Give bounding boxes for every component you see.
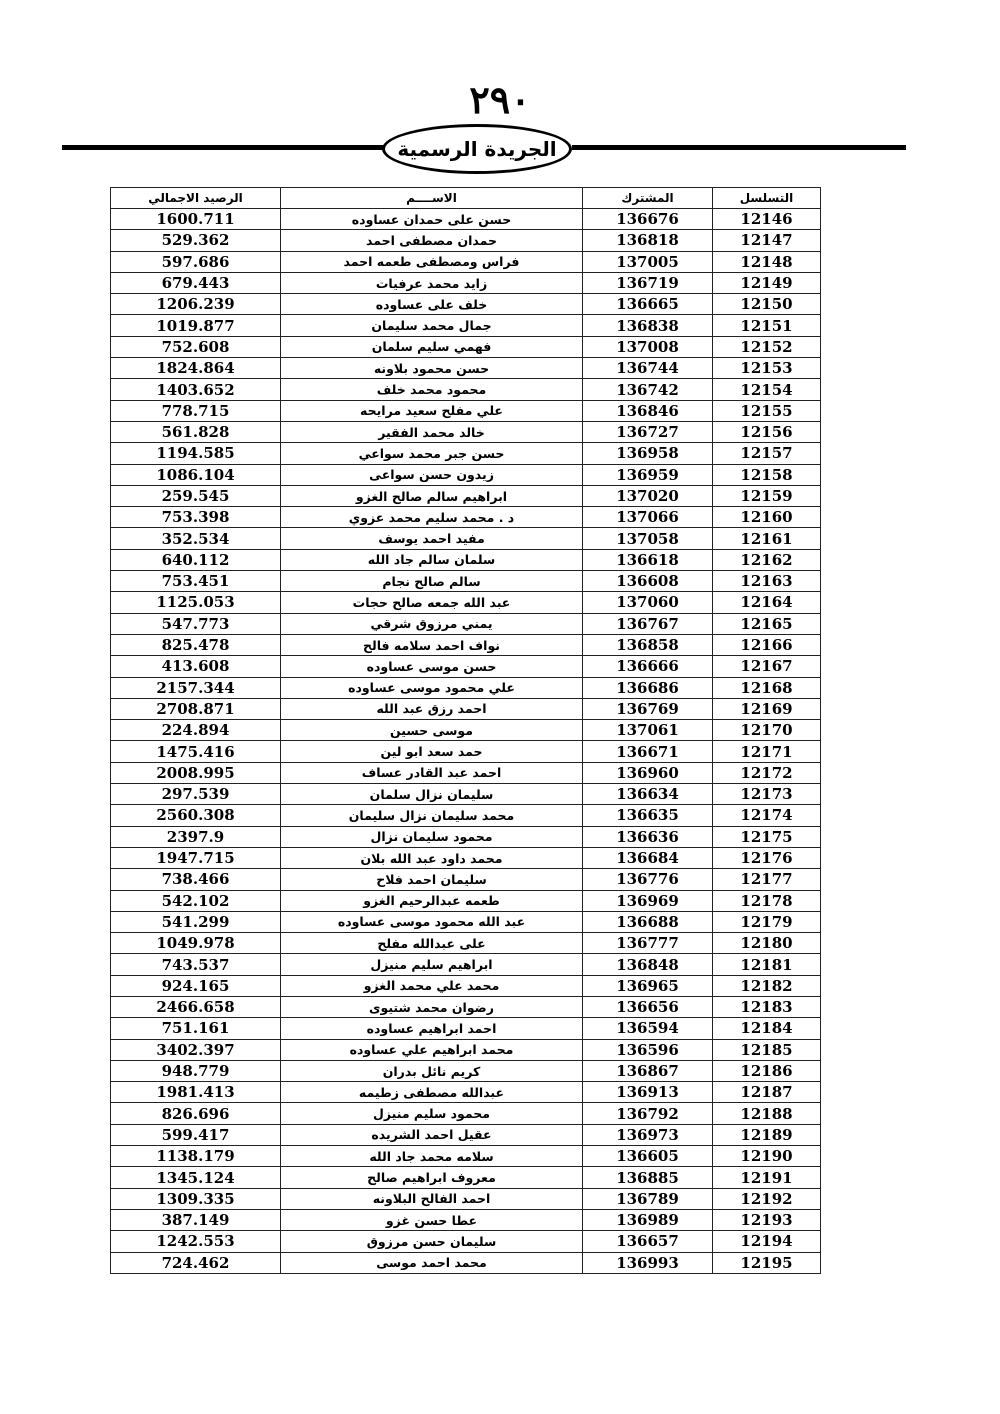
cell-serial: 12148 xyxy=(713,251,821,272)
cell-serial: 12188 xyxy=(713,1103,821,1124)
table-row xyxy=(111,1082,821,1103)
cell-balance: 1049.978 xyxy=(111,933,281,954)
cell-name: زايد محمد عرفيات xyxy=(281,272,583,293)
cell-name: احمد الفالح البلاونه xyxy=(281,1188,583,1209)
cell-subscriber: 136965 xyxy=(583,975,713,996)
cell-serial: 12164 xyxy=(713,592,821,613)
cell-name: سليمان نزال سلمان xyxy=(281,784,583,805)
cell-balance: 2466.658 xyxy=(111,996,281,1017)
cell-subscriber: 136776 xyxy=(583,869,713,890)
cell-subscriber: 137005 xyxy=(583,251,713,272)
table-row xyxy=(111,1146,821,1167)
cell-serial: 12180 xyxy=(713,933,821,954)
header-rule-left xyxy=(62,145,384,150)
cell-name: عطا حسن غزو xyxy=(281,1209,583,1230)
table-row xyxy=(111,358,821,379)
table-row xyxy=(111,656,821,677)
cell-serial: 12155 xyxy=(713,400,821,421)
table-row xyxy=(111,869,821,890)
cell-name: فراس ومصطفى طعمه احمد xyxy=(281,251,583,272)
cell-subscriber: 136618 xyxy=(583,549,713,570)
cell-balance: 751.161 xyxy=(111,1018,281,1039)
cell-subscriber: 136818 xyxy=(583,230,713,251)
table-header-row xyxy=(111,188,821,209)
table-row xyxy=(111,571,821,592)
table-row xyxy=(111,1252,821,1273)
cell-balance: 542.102 xyxy=(111,890,281,911)
table-row xyxy=(111,464,821,485)
table-row xyxy=(111,784,821,805)
cell-subscriber: 136846 xyxy=(583,400,713,421)
masthead-oval xyxy=(382,124,572,174)
table-row xyxy=(111,1039,821,1060)
cell-balance: 1403.652 xyxy=(111,379,281,400)
cell-serial: 12192 xyxy=(713,1188,821,1209)
cell-serial: 12150 xyxy=(713,294,821,315)
cell-name: مفيد احمد يوسف xyxy=(281,528,583,549)
cell-serial: 12149 xyxy=(713,272,821,293)
cell-balance: 1600.711 xyxy=(111,209,281,230)
cell-subscriber: 136686 xyxy=(583,677,713,698)
cell-name: رضوان محمد شتيوى xyxy=(281,996,583,1017)
cell-name: حسن جبر محمد سواعي xyxy=(281,443,583,464)
cell-serial: 12193 xyxy=(713,1209,821,1230)
table-row xyxy=(111,1209,821,1230)
cell-name: زيدون حسن سواعى xyxy=(281,464,583,485)
cell-serial: 12165 xyxy=(713,613,821,634)
cell-balance: 3402.397 xyxy=(111,1039,281,1060)
cell-subscriber: 136727 xyxy=(583,421,713,442)
cell-balance: 547.773 xyxy=(111,613,281,634)
table-row xyxy=(111,1231,821,1252)
cell-balance: 1125.053 xyxy=(111,592,281,613)
cell-serial: 12186 xyxy=(713,1060,821,1081)
cell-subscriber: 136848 xyxy=(583,954,713,975)
cell-subscriber: 136973 xyxy=(583,1124,713,1145)
table-row xyxy=(111,443,821,464)
cell-name: كريم نائل بدران xyxy=(281,1060,583,1081)
page-number: ٢٩٠ xyxy=(469,77,531,122)
cell-name: نواف احمد سلامه فالح xyxy=(281,634,583,655)
cell-serial: 12191 xyxy=(713,1167,821,1188)
cell-name: يمني مرزوق شرقي xyxy=(281,613,583,634)
cell-name: محمد احمد موسى xyxy=(281,1252,583,1273)
cell-subscriber: 136913 xyxy=(583,1082,713,1103)
table-row xyxy=(111,209,821,230)
cell-balance: 1019.877 xyxy=(111,315,281,336)
table-row xyxy=(111,1018,821,1039)
cell-subscriber: 136777 xyxy=(583,933,713,954)
table-row xyxy=(111,954,821,975)
cell-serial: 12172 xyxy=(713,762,821,783)
cell-serial: 12184 xyxy=(713,1018,821,1039)
cell-name: حسن على حمدان عساوده xyxy=(281,209,583,230)
cell-subscriber: 136605 xyxy=(583,1146,713,1167)
cell-subscriber: 136665 xyxy=(583,294,713,315)
cell-balance: 1242.553 xyxy=(111,1231,281,1252)
cell-serial: 12168 xyxy=(713,677,821,698)
header-balance: الرصيد الاجمالي xyxy=(111,188,281,209)
cell-subscriber: 136989 xyxy=(583,1209,713,1230)
cell-serial: 12185 xyxy=(713,1039,821,1060)
table-row xyxy=(111,379,821,400)
cell-subscriber: 136789 xyxy=(583,1188,713,1209)
cell-name: عقيل احمد الشريده xyxy=(281,1124,583,1145)
cell-balance: 1475.416 xyxy=(111,741,281,762)
cell-subscriber: 136885 xyxy=(583,1167,713,1188)
cell-name: حسن موسى عساوده xyxy=(281,656,583,677)
cell-balance: 597.686 xyxy=(111,251,281,272)
table-row xyxy=(111,507,821,528)
cell-name: سالم صالح نجام xyxy=(281,571,583,592)
table-row xyxy=(111,847,821,868)
table-row xyxy=(111,336,821,357)
cell-serial: 12179 xyxy=(713,911,821,932)
cell-serial: 12194 xyxy=(713,1231,821,1252)
cell-balance: 1981.413 xyxy=(111,1082,281,1103)
cell-balance: 1138.179 xyxy=(111,1146,281,1167)
table-row xyxy=(111,1060,821,1081)
cell-serial: 12147 xyxy=(713,230,821,251)
table-body xyxy=(111,209,821,1274)
cell-balance: 1345.124 xyxy=(111,1167,281,1188)
cell-name: محمد سليمان نزال سليمان xyxy=(281,805,583,826)
table-row xyxy=(111,230,821,251)
cell-name: حسن محمود بلاونه xyxy=(281,358,583,379)
cell-balance: 752.608 xyxy=(111,336,281,357)
table-row xyxy=(111,1188,821,1209)
cell-subscriber: 136958 xyxy=(583,443,713,464)
cell-subscriber: 136656 xyxy=(583,996,713,1017)
cell-name: احمد ابراهيم عساوده xyxy=(281,1018,583,1039)
cell-name: احمد رزق عبد الله xyxy=(281,698,583,719)
cell-name: فهمي سليم سلمان xyxy=(281,336,583,357)
table-row xyxy=(111,975,821,996)
cell-name: سلمان سالم جاد الله xyxy=(281,549,583,570)
cell-serial: 12156 xyxy=(713,421,821,442)
table-row xyxy=(111,421,821,442)
cell-subscriber: 136596 xyxy=(583,1039,713,1060)
cell-subscriber: 136634 xyxy=(583,784,713,805)
cell-serial: 12146 xyxy=(713,209,821,230)
cell-name: سليمان حسن مرزوق xyxy=(281,1231,583,1252)
table-row xyxy=(111,315,821,336)
cell-balance: 826.696 xyxy=(111,1103,281,1124)
cell-subscriber: 136960 xyxy=(583,762,713,783)
cell-balance: 753.398 xyxy=(111,507,281,528)
table-row xyxy=(111,805,821,826)
cell-serial: 12181 xyxy=(713,954,821,975)
cell-subscriber: 136767 xyxy=(583,613,713,634)
cell-name: محمد ابراهيم علي عساوده xyxy=(281,1039,583,1060)
cell-name: جمال محمد سليمان xyxy=(281,315,583,336)
cell-serial: 12182 xyxy=(713,975,821,996)
cell-serial: 12190 xyxy=(713,1146,821,1167)
cell-balance: 1206.239 xyxy=(111,294,281,315)
cell-serial: 12187 xyxy=(713,1082,821,1103)
cell-balance: 1309.335 xyxy=(111,1188,281,1209)
cell-balance: 1086.104 xyxy=(111,464,281,485)
cell-balance: 2157.344 xyxy=(111,677,281,698)
cell-serial: 12166 xyxy=(713,634,821,655)
table-row xyxy=(111,634,821,655)
cell-balance: 259.545 xyxy=(111,485,281,506)
cell-name: حمد سعد ابو لين xyxy=(281,741,583,762)
cell-subscriber: 136792 xyxy=(583,1103,713,1124)
cell-balance: 2397.9 xyxy=(111,826,281,847)
cell-balance: 679.443 xyxy=(111,272,281,293)
cell-name: حمدان مصطفى احمد xyxy=(281,230,583,251)
table-row xyxy=(111,592,821,613)
cell-name: عبدالله مصطفى زطيمه xyxy=(281,1082,583,1103)
cell-serial: 12154 xyxy=(713,379,821,400)
cell-subscriber: 137060 xyxy=(583,592,713,613)
cell-serial: 12158 xyxy=(713,464,821,485)
cell-name: موسى حسين xyxy=(281,720,583,741)
table-row xyxy=(111,272,821,293)
table-row xyxy=(111,549,821,570)
cell-serial: 12163 xyxy=(713,571,821,592)
cell-balance: 1947.715 xyxy=(111,847,281,868)
table-row xyxy=(111,996,821,1017)
cell-subscriber: 136636 xyxy=(583,826,713,847)
cell-name: محمود محمد خلف xyxy=(281,379,583,400)
cell-serial: 12169 xyxy=(713,698,821,719)
table-row xyxy=(111,294,821,315)
cell-name: خلف على عساوده xyxy=(281,294,583,315)
cell-balance: 1824.864 xyxy=(111,358,281,379)
cell-balance: 1194.585 xyxy=(111,443,281,464)
cell-name: ابراهيم سالم صالح الغزو xyxy=(281,485,583,506)
table-row xyxy=(111,698,821,719)
cell-subscriber: 136684 xyxy=(583,847,713,868)
table-row xyxy=(111,400,821,421)
cell-subscriber: 136959 xyxy=(583,464,713,485)
cell-name: على عبدالله مفلح xyxy=(281,933,583,954)
cell-subscriber: 137058 xyxy=(583,528,713,549)
table-row xyxy=(111,677,821,698)
cell-serial: 12178 xyxy=(713,890,821,911)
cell-balance: 2708.871 xyxy=(111,698,281,719)
cell-name: محمد داود عبد الله بلان xyxy=(281,847,583,868)
cell-balance: 561.828 xyxy=(111,421,281,442)
cell-subscriber: 136688 xyxy=(583,911,713,932)
header-rule-right xyxy=(572,145,906,150)
cell-serial: 12175 xyxy=(713,826,821,847)
cell-subscriber: 136867 xyxy=(583,1060,713,1081)
cell-subscriber: 137020 xyxy=(583,485,713,506)
cell-serial: 12170 xyxy=(713,720,821,741)
cell-serial: 12183 xyxy=(713,996,821,1017)
cell-balance: 352.534 xyxy=(111,528,281,549)
cell-name: محمود سليمان نزال xyxy=(281,826,583,847)
header-name: الاســــم xyxy=(281,188,583,209)
cell-balance: 753.451 xyxy=(111,571,281,592)
cell-serial: 12173 xyxy=(713,784,821,805)
cell-subscriber: 136676 xyxy=(583,209,713,230)
cell-subscriber: 136608 xyxy=(583,571,713,592)
cell-balance: 948.779 xyxy=(111,1060,281,1081)
table-row xyxy=(111,528,821,549)
cell-balance: 724.462 xyxy=(111,1252,281,1273)
cell-subscriber: 136969 xyxy=(583,890,713,911)
cell-serial: 12152 xyxy=(713,336,821,357)
cell-serial: 12161 xyxy=(713,528,821,549)
cell-balance: 778.715 xyxy=(111,400,281,421)
cell-serial: 12174 xyxy=(713,805,821,826)
cell-subscriber: 136666 xyxy=(583,656,713,677)
cell-serial: 12151 xyxy=(713,315,821,336)
cell-balance: 2008.995 xyxy=(111,762,281,783)
cell-subscriber: 136594 xyxy=(583,1018,713,1039)
cell-serial: 12177 xyxy=(713,869,821,890)
cell-name: خالد محمد الفقير xyxy=(281,421,583,442)
cell-name: محمود سليم منيزل xyxy=(281,1103,583,1124)
cell-name: علي مفلح سعيد مرايحه xyxy=(281,400,583,421)
table-row xyxy=(111,826,821,847)
cell-serial: 12176 xyxy=(713,847,821,868)
subscriber-balance-table xyxy=(110,187,821,1274)
cell-balance: 825.478 xyxy=(111,634,281,655)
cell-subscriber: 136993 xyxy=(583,1252,713,1273)
cell-serial: 12171 xyxy=(713,741,821,762)
cell-balance: 640.112 xyxy=(111,549,281,570)
cell-name: طعمه عبدالرحيم الغزو xyxy=(281,890,583,911)
cell-subscriber: 136719 xyxy=(583,272,713,293)
cell-balance: 387.149 xyxy=(111,1209,281,1230)
cell-serial: 12157 xyxy=(713,443,821,464)
cell-subscriber: 137008 xyxy=(583,336,713,357)
cell-balance: 529.362 xyxy=(111,230,281,251)
cell-subscriber: 136838 xyxy=(583,315,713,336)
header-subscriber: المشترك xyxy=(583,188,713,209)
cell-balance: 924.165 xyxy=(111,975,281,996)
table-row xyxy=(111,1124,821,1145)
table-row xyxy=(111,890,821,911)
cell-serial: 12162 xyxy=(713,549,821,570)
cell-serial: 12167 xyxy=(713,656,821,677)
cell-balance: 297.539 xyxy=(111,784,281,805)
cell-subscriber: 137061 xyxy=(583,720,713,741)
cell-balance: 413.608 xyxy=(111,656,281,677)
cell-serial: 12160 xyxy=(713,507,821,528)
cell-balance: 2560.308 xyxy=(111,805,281,826)
cell-name: عبد الله محمود موسى عساوده xyxy=(281,911,583,932)
cell-subscriber: 136769 xyxy=(583,698,713,719)
cell-name: سليمان احمد فلاح xyxy=(281,869,583,890)
cell-name: سلامه محمد جاد الله xyxy=(281,1146,583,1167)
cell-subscriber: 136657 xyxy=(583,1231,713,1252)
masthead-title: الجريدة الرسمية xyxy=(397,137,557,161)
cell-subscriber: 136744 xyxy=(583,358,713,379)
cell-name: د . محمد سليم محمد عزوي xyxy=(281,507,583,528)
table-row xyxy=(111,485,821,506)
cell-balance: 224.894 xyxy=(111,720,281,741)
header-serial: التسلسل xyxy=(713,188,821,209)
cell-serial: 12189 xyxy=(713,1124,821,1145)
cell-subscriber: 137066 xyxy=(583,507,713,528)
table-row xyxy=(111,251,821,272)
cell-serial: 12195 xyxy=(713,1252,821,1273)
cell-name: محمد علي محمد الغزو xyxy=(281,975,583,996)
cell-balance: 599.417 xyxy=(111,1124,281,1145)
table-row xyxy=(111,741,821,762)
cell-subscriber: 136742 xyxy=(583,379,713,400)
table-row xyxy=(111,613,821,634)
cell-name: علي محمود موسى عساوده xyxy=(281,677,583,698)
cell-serial: 12153 xyxy=(713,358,821,379)
cell-serial: 12159 xyxy=(713,485,821,506)
cell-balance: 541.299 xyxy=(111,911,281,932)
cell-subscriber: 136671 xyxy=(583,741,713,762)
cell-balance: 738.466 xyxy=(111,869,281,890)
cell-subscriber: 136635 xyxy=(583,805,713,826)
cell-name: ابراهيم سليم منيزل xyxy=(281,954,583,975)
table-row xyxy=(111,762,821,783)
table-row xyxy=(111,911,821,932)
table-row xyxy=(111,720,821,741)
table-row xyxy=(111,1103,821,1124)
cell-subscriber: 136858 xyxy=(583,634,713,655)
table-row xyxy=(111,1167,821,1188)
cell-balance: 743.537 xyxy=(111,954,281,975)
cell-name: عبد الله جمعه صالح حجات xyxy=(281,592,583,613)
cell-name: معروف ابراهيم صالح xyxy=(281,1167,583,1188)
table-row xyxy=(111,933,821,954)
cell-name: احمد عبد القادر عساف xyxy=(281,762,583,783)
